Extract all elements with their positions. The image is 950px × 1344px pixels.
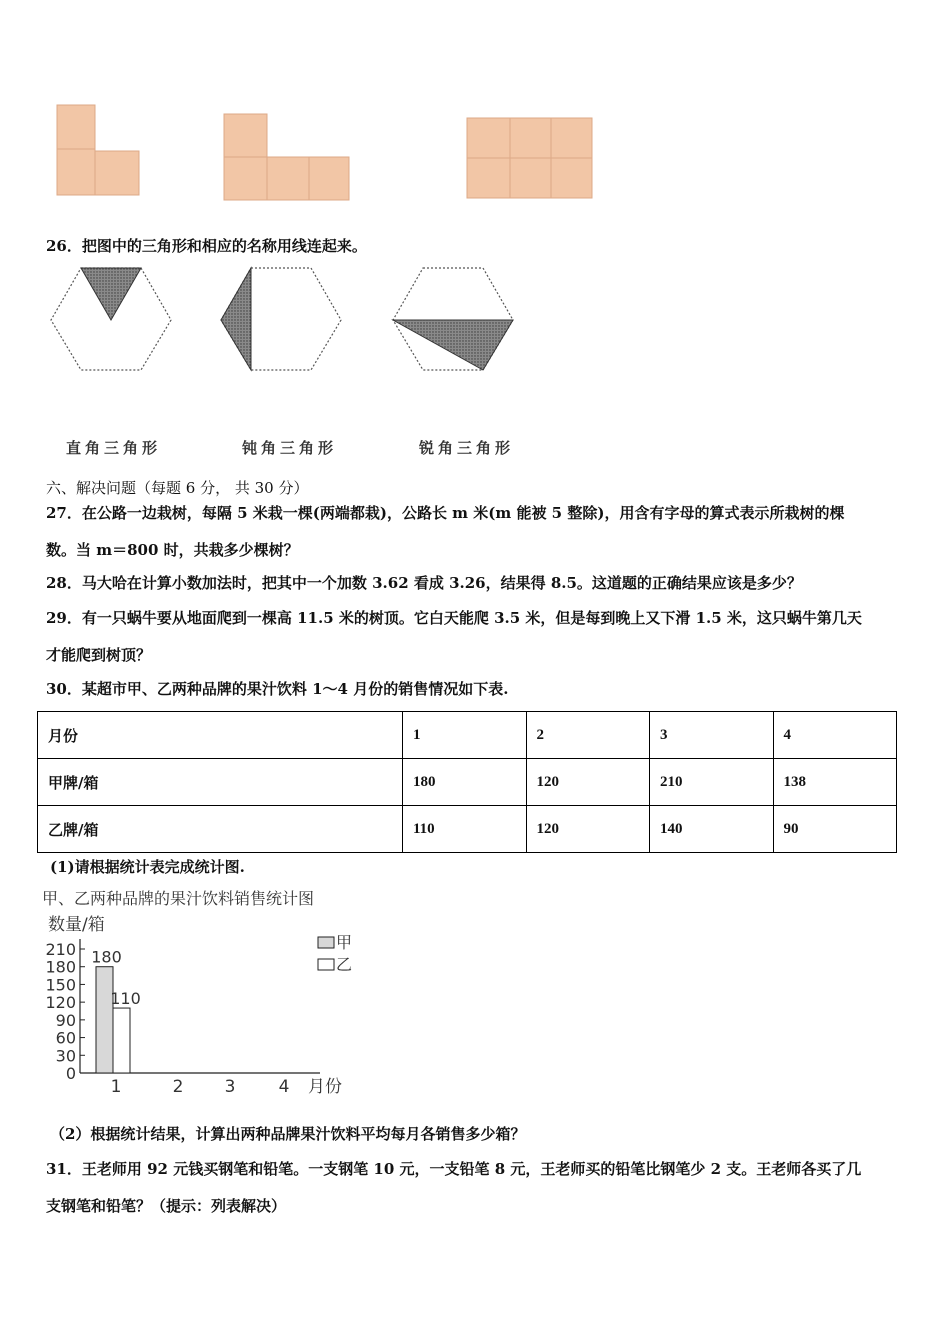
- tile-shape-2: [224, 114, 349, 200]
- question-28: 28．马大哈在计算小数加法时，把其中一个加数 3.62 看成 3.26，结果得 8.5。这道题的正确结果应该是多少？: [46, 574, 802, 592]
- x-tick-label: 1: [110, 1077, 122, 1097]
- bar-乙: [113, 1008, 130, 1073]
- x-ticks: [111, 1077, 290, 1097]
- x-tick-label: 4: [278, 1077, 290, 1097]
- y-tick-label: 60: [55, 1028, 76, 1048]
- sales-table: [37, 711, 897, 853]
- y-tick-label: 0: [65, 1064, 76, 1083]
- chart-title: 甲、乙两种品牌的果汁饮料销售统计图: [42, 889, 315, 908]
- y-tick-label: 150: [45, 975, 76, 995]
- x-tick-label: 3: [224, 1077, 236, 1097]
- question-29-line1: 29．有一只蜗牛要从地面爬到一棵高 11.5 米的树顶。它白天能爬 3.5 米，但是每到晚上又下滑 1.5 米，这只蜗牛第几天: [46, 609, 862, 627]
- section-6-title: 六、解决问题（每题 6 分， 共 30 分）: [46, 479, 309, 497]
- hexagon-2: [221, 268, 341, 370]
- table-cell: 甲牌/箱: [38, 759, 403, 806]
- hexagon-1: [51, 268, 171, 370]
- y-tick-label: 180: [45, 957, 76, 977]
- chart-legend: [318, 933, 352, 974]
- table-cell: 138: [773, 759, 897, 806]
- table-cell: 140: [650, 806, 774, 853]
- tile-shape-1: [57, 105, 139, 195]
- legend-label-yi: 乙: [336, 955, 353, 974]
- tile-shapes-figure: [40, 95, 620, 210]
- table-cell: 120: [526, 759, 650, 806]
- hexagon-3: [393, 268, 513, 370]
- legend-label-jia: 甲: [336, 933, 353, 952]
- question-30: 30．某超市甲、乙两种品牌的果汁饮料 1～4 月份的销售情况如下表.: [46, 680, 509, 698]
- y-tick-label: 120: [45, 993, 76, 1013]
- x-tick-label: 2: [172, 1077, 184, 1097]
- question-30-sub2: （2）根据统计结果，计算出两种品牌果汁饮料平均每月各销售多少箱？: [50, 1125, 526, 1143]
- question-26: 26．把图中的三角形和相应的名称用线连起来。: [46, 237, 367, 255]
- bar-甲: [96, 967, 113, 1073]
- table-cell: 月份: [38, 712, 403, 759]
- y-tick-label: 30: [55, 1046, 76, 1066]
- bar-data-label: 110: [110, 989, 141, 1009]
- table-row: [38, 712, 897, 759]
- question-31-line1: 31．王老师用 92 元钱买钢笔和铅笔。一支钢笔 10 元，一支铅笔 8 元，王老师买的铅笔比钢笔少 2 支。王老师各买了几: [46, 1160, 862, 1178]
- y-tick-label: 90: [55, 1010, 76, 1030]
- table-cell: 1: [403, 712, 527, 759]
- table-cell: 210: [650, 759, 774, 806]
- question-27-line1: 27．在公路一边栽树，每隔 5 米栽一棵(两端都栽)，公路长 m 米(m 能被 5 整除)，用含有字母的算式表示所栽树的棵: [46, 504, 845, 522]
- table-cell: 120: [526, 806, 650, 853]
- chart-ylabel: 数量/箱: [48, 915, 105, 935]
- question-27-line2: 数。当 m＝800 时，共栽多少棵树？: [46, 541, 299, 559]
- bars: [91, 948, 141, 1073]
- sales-bar-chart: [40, 884, 380, 1104]
- table-cell: 90: [773, 806, 897, 853]
- table-cell: 180: [403, 759, 527, 806]
- y-ticks: [45, 940, 85, 1083]
- triangle-label-acute: 锐角三角形: [419, 439, 515, 457]
- question-31-line2: 支钢笔和铅笔？（提示：列表解决）: [46, 1197, 287, 1215]
- table-cell: 3: [650, 712, 774, 759]
- table-row: [38, 806, 897, 853]
- hexagon-triangles-figure: [45, 262, 525, 377]
- table-row: [38, 759, 897, 806]
- legend-swatch-yi: [318, 959, 334, 970]
- question-29-line2: 才能爬到树顶？: [46, 646, 152, 664]
- table-cell: 2: [526, 712, 650, 759]
- table-cell: 4: [773, 712, 897, 759]
- legend-swatch-jia: [318, 937, 334, 948]
- question-30-sub1: (1)请根据统计表完成统计图.: [50, 858, 245, 876]
- table-cell: 乙牌/箱: [38, 806, 403, 853]
- triangle-label-obtuse: 钝角三角形: [242, 439, 338, 457]
- chart-xlabel: 月份: [308, 1077, 342, 1097]
- tile-shape-3: [467, 118, 592, 198]
- bar-data-label: 180: [91, 947, 122, 967]
- y-tick-label: 210: [45, 940, 76, 959]
- triangle-label-right: 直角三角形: [66, 439, 162, 457]
- table-cell: 110: [403, 806, 527, 853]
